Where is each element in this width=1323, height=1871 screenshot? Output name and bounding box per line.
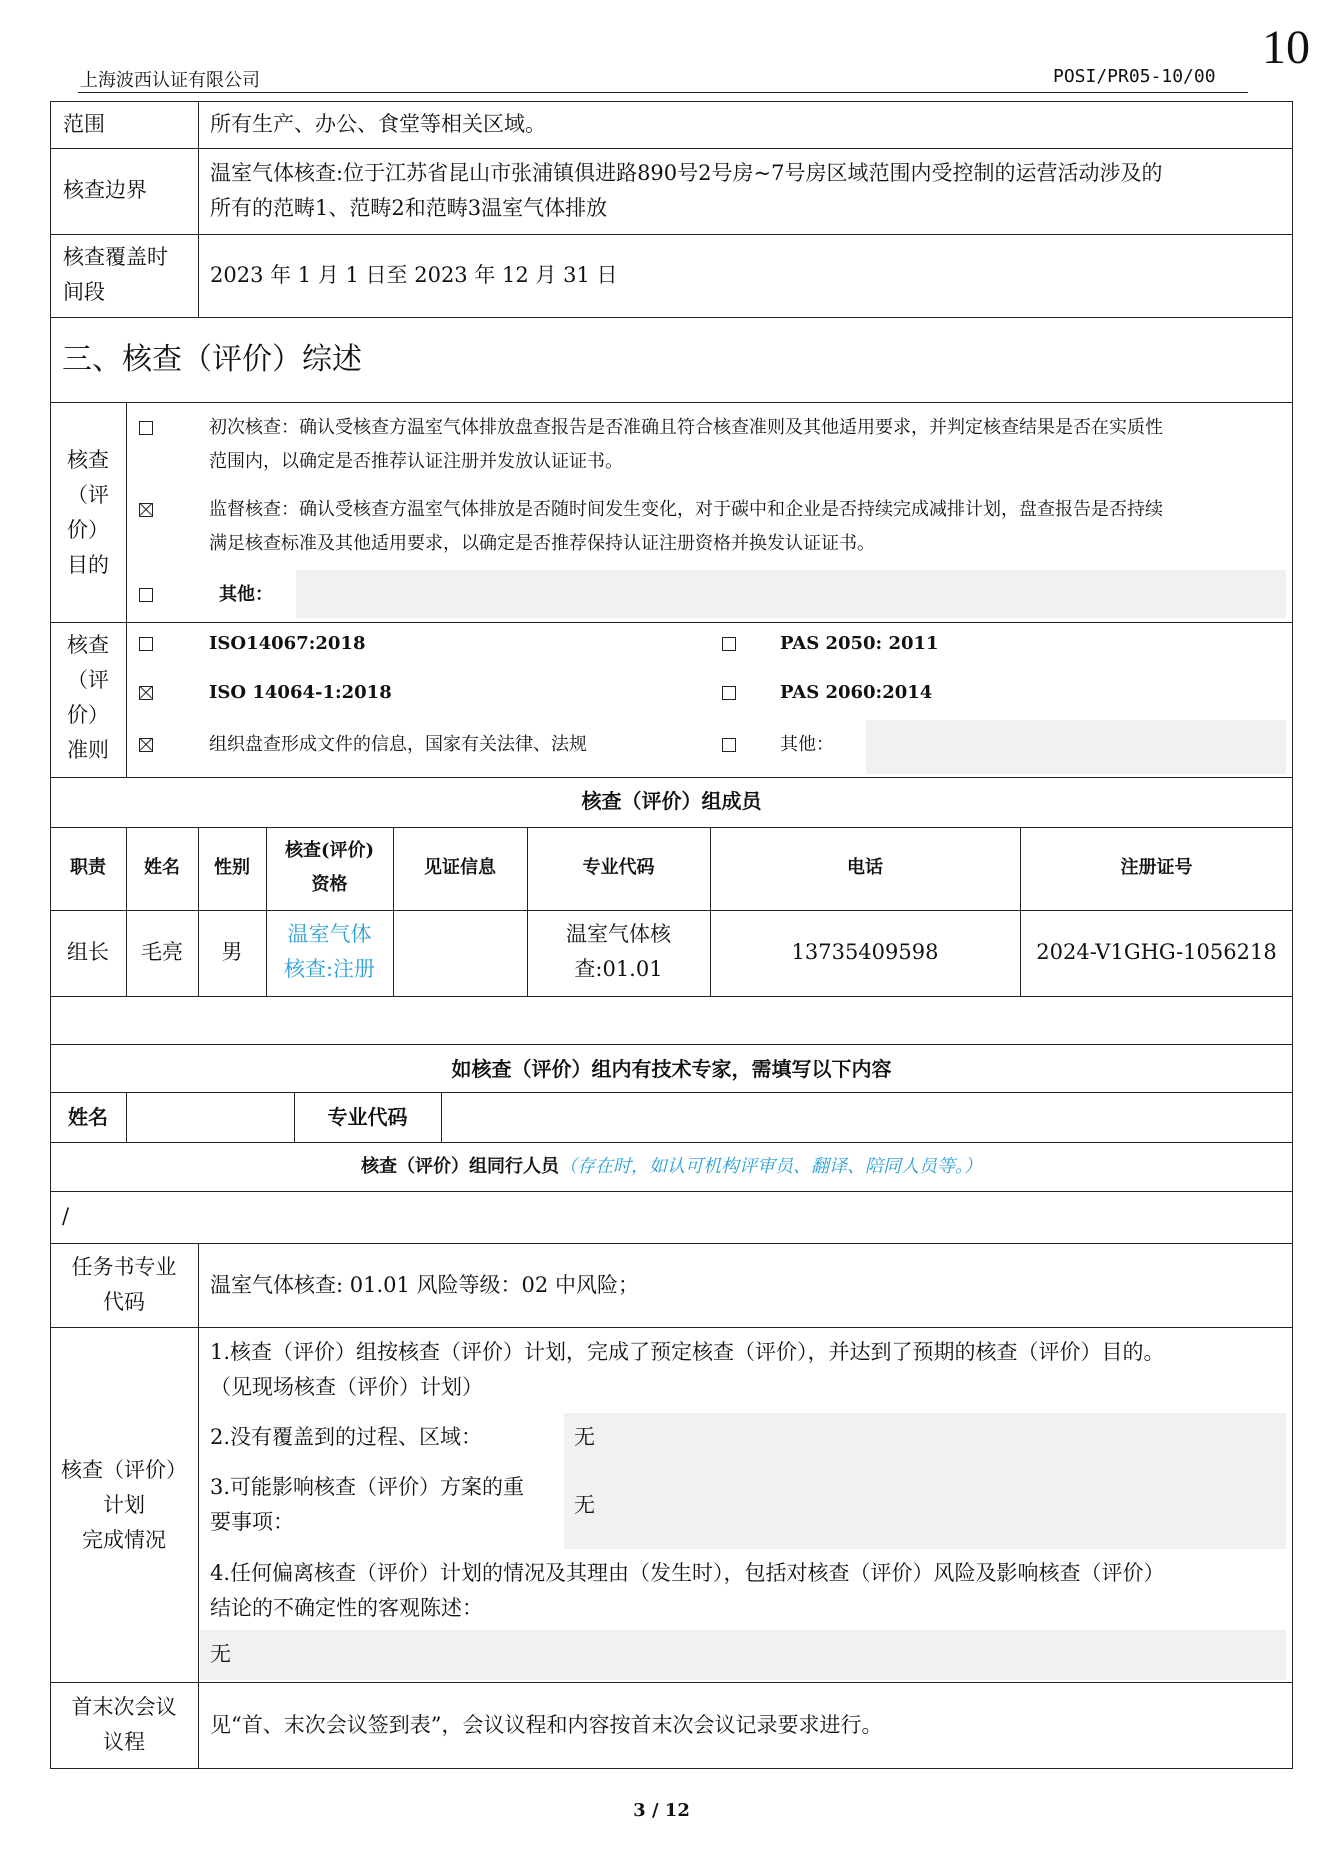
criteria-iso14067: ISO14067:2018 [209, 633, 366, 654]
document-code: POSI/PR05-10/00 [1053, 66, 1216, 87]
criteria-pas2050: PAS 2050: 2011 [780, 633, 939, 654]
criteria-other: 其他： [780, 734, 834, 755]
member-qual-2[interactable]: 核查:注册 [283, 957, 376, 981]
purpose-initial-line1: 初次核查：确认受核查方温室气体排放盘查报告是否准确且符合核查准则及其他适用要求，并判定核查结果是否在实质性 [209, 417, 1163, 438]
purpose-initial-line2: 范围内，以确定是否推荐认证注册并发放认证证书。 [209, 451, 623, 472]
purpose-label-4: 目的 [67, 553, 109, 577]
purpose-label-2: （评 [67, 483, 109, 507]
criteria-label-3: 价） [67, 703, 109, 727]
criteria-pas2060-checkbox[interactable] [722, 686, 736, 700]
col-code: 专业代码 [582, 857, 655, 878]
purpose-supervision-line2: 满足核查标准及其他适用要求，以确定是否推荐保持认证注册资格并换发认证证书。 [209, 533, 875, 554]
companions-heading [50, 1150, 1293, 1184]
plan-item1-line2: （见现场核查（评价）计划） [210, 1375, 483, 1399]
page-footer: 3 / 12 [633, 1800, 690, 1821]
page-mark: 10 [1262, 21, 1310, 74]
task-code-value: 温室气体核查: 01.01 风险等级：02 中风险； [210, 1273, 639, 1297]
member-gender: 男 [221, 940, 243, 964]
companions-note: （存在时，如认可机构评审员、翻译、陪同人员等。） [559, 1156, 982, 1177]
meeting-label-2: 议程 [103, 1730, 145, 1754]
boundary-value-line1: 温室气体核查:位于江苏省昆山市张浦镇俱进路890号2号房~7号房区域范围内受控制的运营活动涉及的 [210, 161, 1163, 185]
purpose-supervision-line1: 监督核查：确认受核查方温室气体排放是否随时间发生变化，对于碳中和企业是否持续完成减排计划，盘查报告是否持续 [209, 499, 1163, 520]
member-role: 组长 [67, 940, 109, 964]
col-gender: 性别 [214, 857, 250, 878]
experts-name-label: 姓名 [68, 1105, 108, 1129]
plan-item4-line1: 4.任何偏离核查（评价）计划的情况及其理由（发生时），包括对核查（评价）风险及影响核查（评价） [210, 1561, 1165, 1585]
plan-item2-value: 无 [574, 1425, 595, 1449]
plan-label-3: 完成情况 [82, 1528, 166, 1552]
purpose-other-checkbox[interactable] [139, 588, 153, 602]
criteria-iso14064: ISO 14064-1:2018 [209, 682, 392, 703]
boundary-value-line2: 所有的范畴1、范畴2和范畴3温室气体排放 [210, 196, 608, 220]
companions-title: 核查（评价）组同行人员 [361, 1156, 559, 1177]
scope-label: 范围 [63, 112, 105, 136]
criteria-iso14067-checkbox[interactable] [139, 637, 153, 651]
criteria-label-1: 核查 [67, 633, 109, 657]
company-name: 上海波西认证有限公司 [80, 70, 260, 91]
plan-item2: 2.没有覆盖到的过程、区域： [210, 1425, 483, 1449]
companions-value: / [62, 1204, 70, 1228]
scope-value: 所有生产、办公、食堂等相关区域。 [210, 112, 546, 136]
period-label-line2: 间段 [63, 280, 105, 304]
member-qual-1[interactable]: 温室气体 [287, 922, 372, 946]
experts-code-label: 专业代码 [327, 1105, 408, 1129]
plan-label-1: 核查（评价） [61, 1458, 187, 1482]
period-label-line1: 核查覆盖时 [63, 245, 168, 269]
criteria-pas2060: PAS 2060:2014 [780, 682, 933, 703]
member-name: 毛亮 [141, 940, 183, 964]
plan-item4-line2: 结论的不确定性的客观陈述： [210, 1596, 483, 1620]
meeting-label-1: 首末次会议 [71, 1695, 177, 1719]
plan-item1-line1: 1.核查（评价）组按核查（评价）计划，完成了预定核查（评价），并达到了预期的核查（评价）目的。 [210, 1340, 1165, 1364]
criteria-label-4: 准则 [67, 738, 109, 762]
plan-label-2: 计划 [103, 1493, 145, 1517]
meeting-value: 见“首、末次会议签到表”，会议议程和内容按首末次会议记录要求进行。 [210, 1713, 883, 1737]
criteria-pas2050-checkbox[interactable] [722, 637, 736, 651]
plan-item3-value: 无 [574, 1493, 595, 1517]
task-code-label-2: 代码 [103, 1290, 145, 1314]
col-qual-2: 资格 [311, 874, 348, 895]
boundary-label: 核查边界 [63, 178, 147, 202]
col-witness: 见证信息 [424, 857, 496, 878]
task-code-label-1: 任务书专业 [71, 1255, 177, 1279]
col-role: 职责 [70, 857, 106, 878]
col-phone: 电话 [847, 857, 883, 878]
purpose-label-1: 核查 [67, 448, 109, 472]
purpose-other-label: 其他： [219, 584, 273, 605]
team-title: 核查（评价）组成员 [581, 789, 762, 813]
section-title: 三、核查（评价）综述 [62, 342, 362, 377]
member-code-2: 查:01.01 [574, 957, 663, 981]
header-rule [78, 92, 1248, 93]
col-name: 姓名 [144, 857, 180, 878]
plan-item3-line1: 3.可能影响核查（评价）方案的重 [210, 1475, 525, 1499]
member-reg: 2024-V1GHG-1056218 [1036, 940, 1277, 964]
purpose-label-3: 价） [67, 518, 109, 542]
period-value: 2023 年 1 月 1 日至 2023 年 12 月 31 日 [210, 263, 618, 287]
purpose-supervision-checkbox[interactable] [139, 503, 153, 517]
member-phone: 13735409598 [791, 940, 939, 964]
plan-item4-value: 无 [210, 1642, 231, 1666]
col-qual-1: 核查(评价) [284, 840, 375, 861]
criteria-laws: 组织盘查形成文件的信息，国家有关法律、法规 [209, 734, 587, 755]
purpose-initial-checkbox[interactable] [139, 421, 153, 435]
col-reg: 注册证号 [1120, 857, 1193, 878]
experts-title: 如核查（评价）组内有技术专家，需填写以下内容 [451, 1057, 892, 1081]
member-code-1: 温室气体核 [566, 922, 671, 946]
criteria-iso14064-checkbox[interactable] [139, 686, 153, 700]
criteria-label-2: （评 [67, 668, 109, 692]
criteria-laws-checkbox[interactable] [139, 738, 153, 752]
plan-item3-line2: 要事项： [210, 1510, 294, 1534]
criteria-other-checkbox[interactable] [722, 738, 736, 752]
